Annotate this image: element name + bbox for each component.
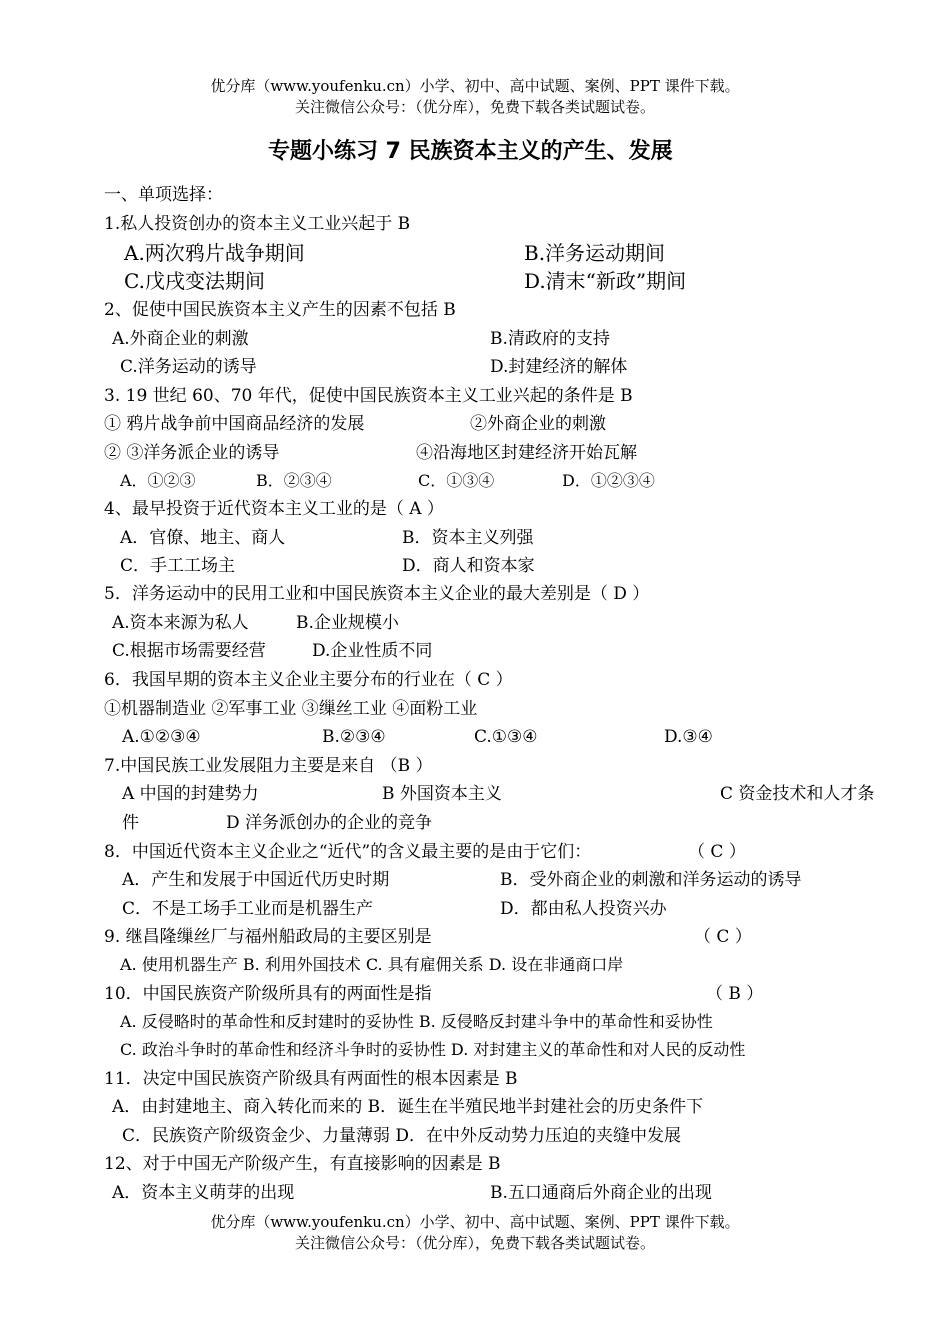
option-c: C．①③④ bbox=[418, 471, 495, 490]
option-c: C.根据市场需要经营 bbox=[112, 641, 266, 661]
header-line-2: 关注微信公众号：（优分库），免费下载各类试题试卷。 bbox=[294, 98, 655, 116]
condition-4: ④沿海地区封建经济开始瓦解 bbox=[416, 443, 637, 463]
header-line-1: 优分库（www.youfenku.cn）小学、初中、高中试题、案例、PPT 课件下载。 bbox=[210, 77, 740, 95]
section-heading: 一、单项选择： bbox=[104, 185, 223, 205]
question-stem: 7.中国民族工业发展阻力主要是来自 （B ） bbox=[104, 756, 433, 776]
answer: （ C ） bbox=[688, 842, 746, 862]
options-cd: C．民族资产阶级资金少、力量薄弱 D．在中外反动势力压迫的夹缝中发展 bbox=[122, 1126, 682, 1146]
option-d: D 洋务派创办的企业的竞争 bbox=[226, 813, 433, 833]
footer-line-2: 关注微信公众号：（优分库），免费下载各类试题试卷。 bbox=[294, 1234, 655, 1252]
condition-2: ②外商企业的刺激 bbox=[470, 414, 606, 434]
question-stem: 10．中国民族资产阶级所具有的两面性是指 bbox=[104, 984, 432, 1004]
option-d: D．商人和资本家 bbox=[402, 556, 535, 576]
option-d: D.企业性质不同 bbox=[312, 641, 433, 661]
option-b: B.②③④ bbox=[322, 727, 386, 747]
question-stem: 4、最早投资于近代资本主义工业的是（ A ） bbox=[104, 499, 444, 519]
option-a: A.外商企业的刺激 bbox=[112, 329, 249, 349]
question-stem: 5．洋务运动中的民用工业和中国民族资本主义企业的最大差别是（ D ） bbox=[104, 584, 650, 604]
answer: （ B ） bbox=[706, 984, 764, 1004]
question-stem: 11．决定中国民族资产阶级具有两面性的根本因素是 B bbox=[104, 1069, 518, 1089]
footer-line-1: 优分库（www.youfenku.cn）小学、初中、高中试题、案例、PPT 课件下载。 bbox=[210, 1213, 740, 1231]
options-ab: A．由封建地主、商入转化而来的 B．诞生在半殖民地半封建社会的历史条件下 bbox=[112, 1097, 704, 1117]
option-a: A．资本主义萌芽的出现 bbox=[112, 1183, 295, 1203]
option-c: C.戊戌变法期间 bbox=[124, 269, 265, 293]
question-stem: 1.私人投资创办的资本主义工业兴起于 B bbox=[104, 214, 411, 234]
question-stem: 12、对于中国无产阶级产生，有直接影响的因素是 B bbox=[104, 1154, 501, 1174]
option-c: C.洋务运动的诱导 bbox=[120, 357, 257, 377]
options-ab: A. 反侵略时的革命性和反封建时的妥协性 B. 反侵略反封建斗争中的革命性和妥协性 bbox=[120, 1012, 713, 1031]
question-stem: 2、促使中国民族资本主义产生的因素不包括 B bbox=[104, 300, 456, 320]
condition-1: ① 鸦片战争前中国商品经济的发展 bbox=[104, 414, 365, 434]
options: A. 使用机器生产 B. 利用外国技术 C. 具有雇佣关系 D. 设在非通商口岸 bbox=[120, 955, 624, 974]
option-d: D.③④ bbox=[664, 727, 713, 747]
option-b: B.清政府的支持 bbox=[490, 329, 610, 349]
option-a: A．产生和发展于中国近代历史时期 bbox=[122, 870, 390, 890]
condition-3: ② ③洋务派企业的诱导 bbox=[104, 443, 280, 463]
option-b: B 外国资本主义 bbox=[382, 784, 502, 804]
option-a: A.资本来源为私人 bbox=[112, 613, 249, 633]
option-b: B．资本主义列强 bbox=[402, 528, 534, 548]
question-stem: 8．中国近代资本主义企业之“近代”的含义最主要的是由于它们： bbox=[104, 842, 592, 862]
question-stem: 3. 19 世纪 60、70 年代，促使中国民族资本主义工业兴起的条件是 B bbox=[104, 386, 633, 406]
option-c-continued: 件 bbox=[122, 813, 139, 833]
option-a: A．官僚、地主、商人 bbox=[120, 528, 286, 548]
question-stem: 6．我国早期的资本主义企业主要分布的行业在（ C ） bbox=[104, 670, 513, 690]
option-d: D．都由私人投资兴办 bbox=[500, 899, 667, 919]
option-b: B．②③④ bbox=[256, 471, 332, 490]
option-c: C.①③④ bbox=[474, 727, 538, 747]
options-cd: C. 政治斗争时的革命性和经济斗争时的妥协性 D. 对封建主义的革命性和对人民的反动性 bbox=[120, 1040, 746, 1059]
industry-list: ①机器制造业 ②军事工业 ③缫丝工业 ④面粉工业 bbox=[104, 699, 478, 719]
option-c: C．不是工场手工业而是机器生产 bbox=[122, 899, 374, 919]
option-b: B.企业规模小 bbox=[296, 613, 399, 633]
option-d: D.清末“新政”期间 bbox=[524, 269, 687, 293]
option-c: C 资金技术和人才条 bbox=[720, 784, 875, 804]
question-stem: 9. 继昌隆缫丝厂与福州船政局的主要区别是 bbox=[104, 927, 432, 947]
option-a: A 中国的封建势力 bbox=[122, 784, 259, 804]
answer: （ C ） bbox=[694, 927, 752, 947]
option-b: B.五口通商后外商企业的出现 bbox=[490, 1183, 712, 1203]
option-b: B.洋务运动期间 bbox=[524, 241, 666, 265]
option-a: A.①②③④ bbox=[122, 727, 201, 747]
option-a: A.两次鸦片战争期间 bbox=[124, 241, 305, 265]
option-d: D．①②③④ bbox=[562, 471, 655, 490]
option-a: A．①②③ bbox=[120, 471, 196, 490]
page-title: 专题小练习 7 民族资本主义的产生、发展 bbox=[268, 139, 673, 164]
option-c: C．手工工场主 bbox=[120, 556, 236, 576]
option-b: B．受外商企业的刺激和洋务运动的诱导 bbox=[500, 870, 802, 890]
option-d: D.封建经济的解体 bbox=[490, 357, 628, 377]
